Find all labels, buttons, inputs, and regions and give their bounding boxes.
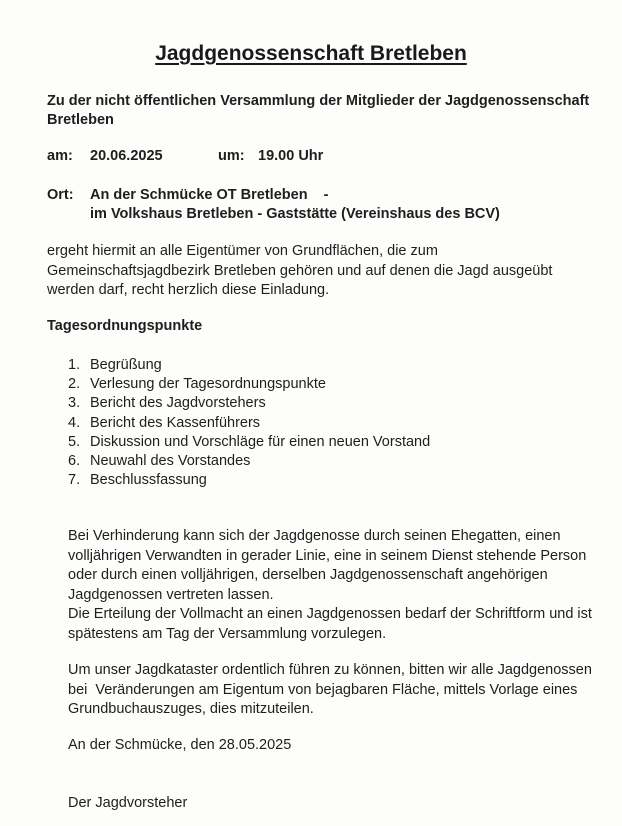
signature-line: Der Jagdvorsteher bbox=[68, 795, 188, 811]
agenda-item-number: 4. bbox=[68, 414, 81, 431]
agenda-item-number: 6. bbox=[68, 453, 81, 470]
notice-line: spätestens am Tag der Versammlung vorzulegen. bbox=[68, 625, 387, 642]
notice-line: Die Erteilung der Vollmacht an einen Jagdgenossen bedarf der Schriftform und ist bbox=[68, 606, 592, 622]
agenda-item bbox=[68, 375, 430, 394]
agenda-item-number: 1. bbox=[68, 357, 81, 373]
place-and-date: An der Schmücke, den 28.05.2025 bbox=[68, 737, 292, 753]
kataster-line: bei Veränderungen am Eigentum von bejagbaren Fläche, mittels Vorlage eines bbox=[68, 681, 578, 698]
agenda-item-text: Diskussion und Vorschläge für einen neuen Vorstand bbox=[90, 433, 431, 450]
agenda-item-text: Bericht des Jagdvorstehers bbox=[90, 395, 266, 412]
agenda-item bbox=[68, 452, 430, 471]
intro-line: ergeht hiermit an alle Eigentümer von Grundflächen, die zum bbox=[47, 243, 438, 259]
intro-line: werden darf, recht herzlich diese Einladung. bbox=[47, 282, 330, 298]
kataster-line: Grundbuchauszuges, dies mitzuteilen. bbox=[68, 701, 314, 717]
intro-paragraph bbox=[47, 242, 552, 301]
notice-line: Jagdgenossen vertreten lassen. bbox=[68, 586, 274, 603]
agenda-item-number: 5. bbox=[68, 433, 81, 450]
kataster-paragraph bbox=[68, 661, 592, 720]
agenda-item-text: Beschlussfassung bbox=[90, 472, 207, 489]
agenda-item-text: Begrüßung bbox=[90, 357, 162, 373]
agenda-item-number: 2. bbox=[68, 376, 81, 393]
agenda-list bbox=[68, 356, 430, 490]
agenda-item-text: Bericht des Kassenführers bbox=[90, 414, 261, 431]
agenda-item bbox=[68, 394, 430, 413]
notice-line: Bei Verhinderung kann sich der Jagdgenosse durch seinen Ehegatten, einen bbox=[68, 528, 561, 544]
agenda-item bbox=[68, 414, 430, 433]
agenda-item-number: 7. bbox=[68, 472, 81, 489]
agenda-item bbox=[68, 433, 430, 452]
place-line-1: An der Schmücke OT Bretleben - bbox=[90, 187, 329, 203]
place-label: Ort: bbox=[47, 187, 74, 203]
agenda-heading: Tagesordnungspunkte bbox=[47, 318, 203, 334]
document-title: Jagdgenossenschaft Bretleben bbox=[155, 42, 467, 65]
intro-line: Gemeinschaftsjagdbezirk Bretleben gehören und auf denen die Jagd ausgeübt bbox=[47, 262, 553, 279]
time-label: um: bbox=[218, 148, 245, 164]
place-line-2: im Volkshaus Bretleben - Gaststätte (Vereinshaus des BCV) bbox=[90, 206, 500, 222]
invitation-subtitle: Zu der nicht öffentlichen Versammlung der Mitglieder der Jagdgenossenschaft Bretleben bbox=[47, 93, 590, 128]
notice-line: volljährigen Verwandten in gerader Linie, eine in seinem Dienst stehende Person bbox=[68, 547, 587, 564]
date-label: am: bbox=[47, 148, 73, 164]
date-value: 20.06.2025 bbox=[90, 148, 163, 164]
agenda-item bbox=[68, 471, 430, 490]
time-value: 19.00 Uhr bbox=[258, 148, 324, 164]
agenda-item bbox=[68, 356, 430, 375]
agenda-item-text: Verlesung der Tagesordnungspunkte bbox=[90, 376, 326, 393]
kataster-line: Um unser Jagdkataster ordentlich führen zu können, bitten wir alle Jagdgenossen bbox=[68, 662, 592, 678]
agenda-item-number: 3. bbox=[68, 395, 81, 412]
notice-line: oder durch einen volljährigen, derselben Jagdgenossenschaft angehörigen bbox=[68, 567, 548, 583]
agenda-item-text: Neuwahl des Vorstandes bbox=[90, 453, 251, 470]
proxy-notice-paragraph bbox=[68, 527, 592, 644]
